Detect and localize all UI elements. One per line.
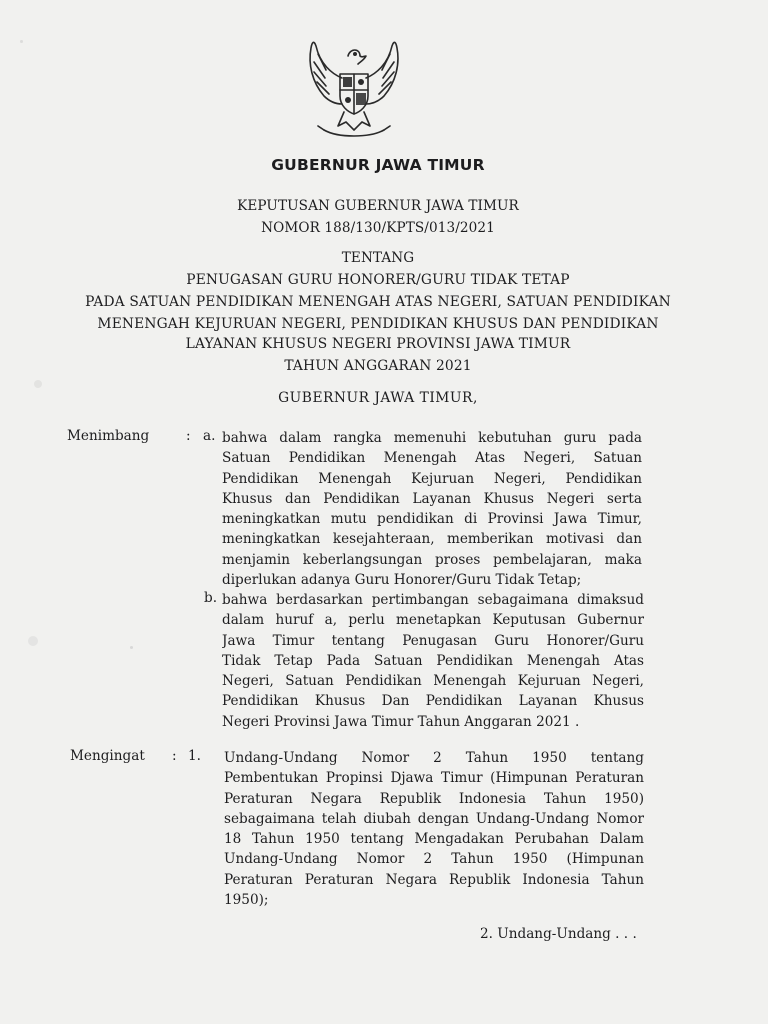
text-line: sebagaimana telah diubah dengan Undang-Undang Nomor xyxy=(224,810,644,827)
text-line: Tidak Tetap Pada Satuan Pendidikan Menengah Atas xyxy=(222,652,644,669)
text-line: Undang-Undang Nomor 2 Tahun 1950 (Himpunan xyxy=(224,851,644,868)
scan-speck xyxy=(34,380,42,388)
decree-number: NOMOR 188/130/KPTS/013/2021 xyxy=(261,220,495,236)
menimbang-item-b xyxy=(222,590,644,732)
item-marker: b. xyxy=(204,590,218,606)
text-line: Jawa Timur tentang Penugasan Guru Honorer/Guru xyxy=(222,632,644,649)
about-label: TENTANG xyxy=(341,250,415,266)
scan-speck xyxy=(130,646,133,649)
title-line: MENENGAH KEJURUAN NEGERI, PENDIDIKAN KHUSUS DAN PENDIDIKAN xyxy=(97,316,659,332)
scan-speck xyxy=(28,636,38,646)
text-line: Peraturan Negara Republik Indonesia Tahun 1950) xyxy=(224,790,644,807)
text-line: meningkatkan kesejahteraan, memberikan motivasi dan xyxy=(222,531,642,548)
text-line: Pendidikan Menengah Kejuruan Negeri, Pendidikan xyxy=(222,470,642,487)
text-line: Negeri Provinsi Jawa Timur Tahun Anggaran 2021 . xyxy=(222,713,580,730)
text-line: meningkatkan mutu pendidikan di Provinsi Jawa Timur, xyxy=(222,511,642,528)
item-marker: 1. xyxy=(188,748,201,764)
governor-heading: GUBERNUR JAWA TIMUR xyxy=(271,156,485,174)
text-line: 18 Tahun 1950 tentang Mengadakan Perubahan Dalam xyxy=(224,831,644,848)
menimbang-colon: : xyxy=(186,428,191,444)
text-line: dalam huruf a, perlu menetapkan Keputusan Gubernur xyxy=(222,612,644,629)
text-line: Peraturan Peraturan Negara Republik Indonesia Tahun xyxy=(224,871,644,888)
decree-type: KEPUTUSAN GUBERNUR JAWA TIMUR xyxy=(237,198,519,214)
text-line: Negeri, Satuan Pendidikan Menengah Kejuruan Negeri, xyxy=(222,673,644,690)
garuda-emblem-icon xyxy=(298,34,410,146)
title-line: PENUGASAN GURU HONORER/GURU TIDAK TETAP xyxy=(186,272,570,288)
text-line: Pendidikan Khusus Dan Pendidikan Layanan Khusus xyxy=(222,693,644,710)
mengingat-item-1 xyxy=(224,748,644,910)
scan-speck xyxy=(20,40,23,43)
text-line: menjamin keberlangsungan proses pembelajaran, maka xyxy=(222,551,642,568)
continuation-note: 2. Undang-Undang . . . xyxy=(480,926,637,942)
text-line: diperlukan adanya Guru Honorer/Guru Tidak Tetap; xyxy=(222,572,582,589)
menimbang-label: Menimbang xyxy=(67,428,150,444)
title-line: PADA SATUAN PENDIDIKAN MENENGAH ATAS NEGERI, SATUAN PENDIDIKAN xyxy=(85,294,671,310)
item-marker: a. xyxy=(203,428,216,444)
text-line: Undang-Undang Nomor 2 Tahun 1950 tentang xyxy=(224,750,644,766)
text-line: 1950); xyxy=(224,892,269,909)
title-line: TAHUN ANGGARAN 2021 xyxy=(284,358,472,374)
issuer-line: GUBERNUR JAWA TIMUR, xyxy=(278,390,478,406)
text-line: Pembentukan Propinsi Djawa Timur (Himpunan Peraturan xyxy=(224,770,644,787)
text-line: Satuan Pendidikan Menengah Atas Negeri, Satuan xyxy=(222,450,642,467)
menimbang-item-a xyxy=(222,428,642,590)
text-line: Khusus dan Pendidikan Layanan Khusus Negeri serta xyxy=(222,490,642,507)
text-line: bahwa berdasarkan pertimbangan sebagaimana dimaksud xyxy=(222,592,644,608)
mengingat-label: Mengingat xyxy=(70,748,145,764)
title-line: LAYANAN KHUSUS NEGERI PROVINSI JAWA TIMUR xyxy=(185,336,571,352)
text-line: bahwa dalam rangka memenuhi kebutuhan guru pada xyxy=(222,430,642,446)
mengingat-colon: : xyxy=(172,748,177,764)
